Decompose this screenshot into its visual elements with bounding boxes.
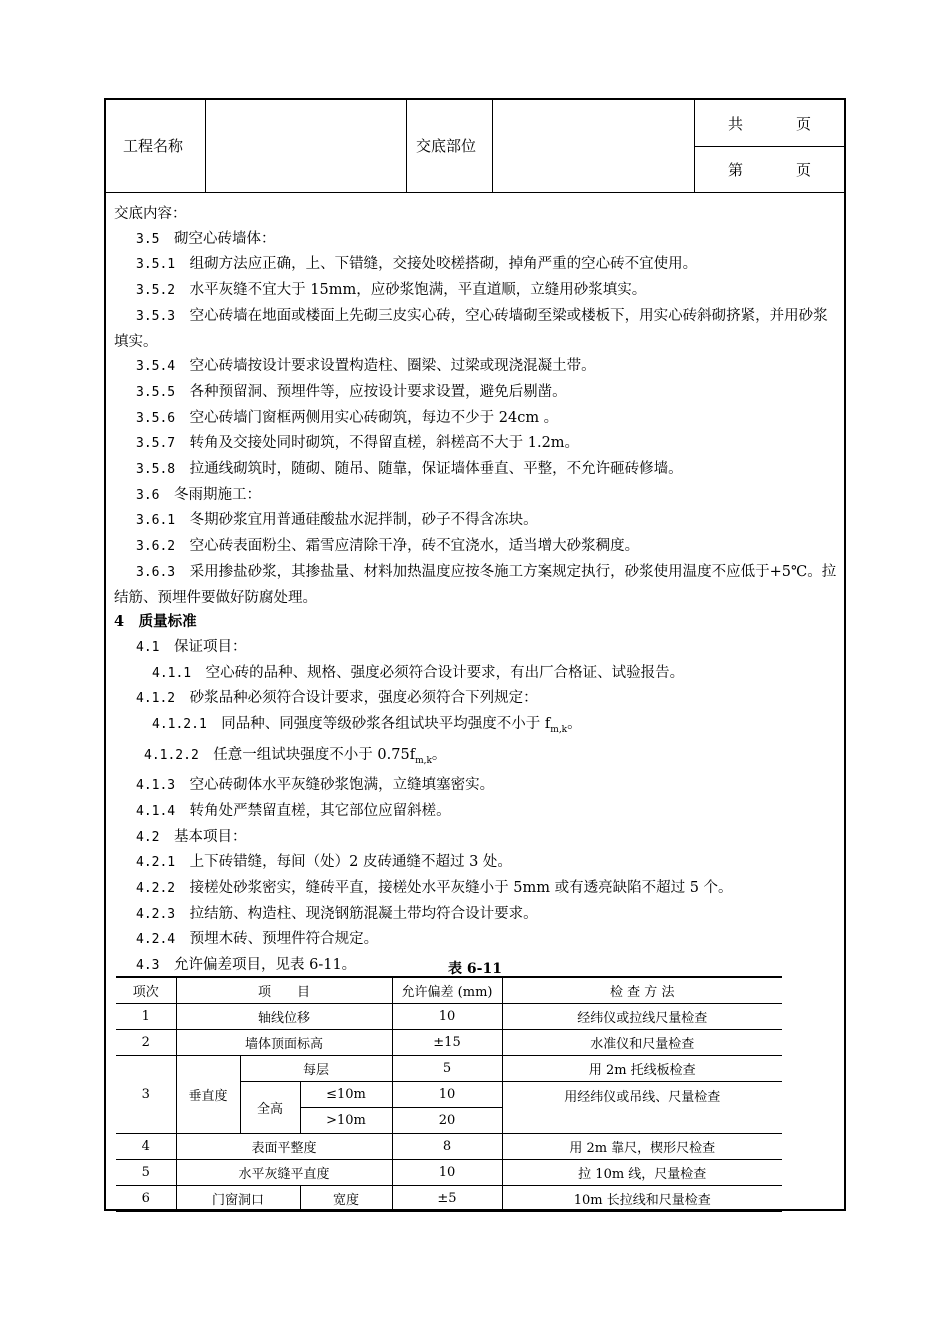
clause: 3.5 砌空心砖墙体： [136, 230, 276, 247]
total-pages-label: 共 [728, 115, 744, 133]
col-header-deviation: 允许偏差 (mm) [392, 977, 502, 1004]
row-item: 门窗洞口 [176, 1186, 300, 1212]
clause: 3.6.3 采用掺盐砂浆，其掺盐量、材料加热温度应按冬施工方案规定执行，砂浆使用温度不应低于+5℃。拉结筋、预埋件要做好防腐处理。 [114, 563, 837, 606]
clause: 4.3 允许偏差项目，见表 6-11。 [136, 957, 357, 974]
row-no: 1 [116, 1004, 176, 1030]
row-method: 用 2m 靠尺，楔形尺检查 [502, 1134, 782, 1160]
row-method: 用经纬仪或吊线、尺量检查 [502, 1082, 782, 1134]
clause: 4.2.2 接槎处砂浆密实，缝砖平直，接槎处水平灰缝小于 5mm 或有透亮缺陷不超过 5 个。 [136, 880, 733, 897]
table-row [116, 1186, 782, 1212]
table-row [116, 1134, 782, 1160]
row-item: 墙体顶面标高 [176, 1030, 392, 1056]
project-name-label: 工程名称 [123, 137, 184, 155]
row-deviation: 20 [392, 1108, 502, 1134]
clause: 3.6.2 空心砖表面粉尘、霜雪应清除干净，砖不宜浇水，适当增大砂浆稠度。 [136, 538, 640, 555]
content-intro: 交底内容： [114, 206, 187, 222]
clause: 3.6.1 冬期砂浆宜用普通硅酸盐水泥拌制，砂子不得含冻块。 [136, 512, 538, 529]
row-deviation: 8 [392, 1134, 502, 1160]
section-heading: 4 质量标准 [114, 613, 197, 631]
row-no: 5 [116, 1160, 176, 1186]
clause: 3.5.2 水平灰缝不宜大于 15mm，应砂浆饱满，平直道顺，立缝用砂浆填实。 [136, 282, 647, 299]
clause: 4.1.2 砂浆品种必须符合设计要求，强度必须符合下列规定： [136, 690, 538, 707]
row-item: 表面平整度 [176, 1134, 392, 1160]
row-deviation: 10 [392, 1160, 502, 1186]
row-method: 经纬仪或拉线尺量检查 [502, 1004, 782, 1030]
row-subitem: >10m [300, 1108, 392, 1134]
total-pages-unit: 页 [796, 115, 812, 133]
document-frame [104, 98, 846, 1211]
row-method: 10m 长拉线和尺量检查 [502, 1186, 782, 1212]
row-no: 3 [116, 1056, 176, 1134]
clause: 4.2.4 预埋木砖、预埋件符合规定。 [136, 931, 379, 948]
row-subitem: 宽度 [300, 1186, 392, 1212]
page-number-label: 第 [728, 161, 744, 179]
clause: 4.1 保证项目： [136, 638, 247, 655]
divider [406, 100, 407, 192]
page-number-unit: 页 [796, 161, 812, 179]
table-header-row [116, 977, 782, 1004]
clause: 4.1.4 转角处严禁留直槎，其它部位应留斜槎。 [136, 802, 451, 819]
clause: 3.5.5 各种预留洞、预埋件等，应按设计要求设置，避免后剔凿。 [136, 383, 567, 400]
table-row [116, 1004, 782, 1030]
table-row [116, 1030, 782, 1056]
clause: 4.1.3 空心砖砌体水平灰缝砂浆饱满，立缝填塞密实。 [136, 777, 495, 794]
row-deviation: ±15 [392, 1030, 502, 1056]
clause: 4.1.1 空心砖的品种、规格、强度必须符合设计要求，有出厂合格证、试验报告。 [152, 664, 685, 681]
table-row [116, 1056, 782, 1082]
row-no: 2 [116, 1030, 176, 1056]
divider [205, 100, 206, 192]
clause: 4.2 基本项目： [136, 828, 247, 845]
clause: 3.5.8 拉通线砌筑时，随砌、随吊、随靠，保证墙体垂直、平整，不允许砸砖修墙。 [136, 461, 683, 478]
row-item: 轴线位移 [176, 1004, 392, 1030]
row-no: 4 [116, 1134, 176, 1160]
clause: 3.5.4 空心砖墙按设计要求设置构造柱、圈梁、过梁或现浇混凝土带。 [136, 358, 596, 375]
clause: 4.2.3 拉结筋、构造柱、现浇钢筋混凝土带均符合设计要求。 [136, 905, 538, 922]
row-item: 水平灰缝平直度 [176, 1160, 392, 1186]
table-row [116, 1160, 782, 1186]
handover-part-value [495, 136, 691, 156]
row-method: 拉 10m 线，尺量检查 [502, 1160, 782, 1186]
clause: 4.1.2.2 任意一组试块强度不小于 $0.75f_{m,k}$。 [144, 746, 447, 766]
col-header-item: 项 目 [176, 977, 392, 1004]
divider [694, 146, 844, 147]
row-method: 水准仪和尺量检查 [502, 1030, 782, 1056]
clause: 3.5.3 空心砖墙在地面或楼面上先砌三皮实心砖，空心砖墙砌至梁或楼板下，用实心砖斜砌挤紧，并用砂浆填实。 [114, 307, 828, 350]
row-deviation: 5 [392, 1056, 502, 1082]
col-header-no: 项次 [116, 977, 176, 1004]
project-name-value [208, 136, 404, 156]
clause: 4.1.2.1 同品种、同强度等级砂浆各组试块平均强度不小于 $f_{m,k}$。 [152, 716, 582, 735]
clause: 4.2.1 上下砖错缝，每间（处）2 皮砖通缝不超过 3 处。 [136, 854, 512, 871]
table-caption: 表 6-11 [448, 961, 502, 977]
header-table [106, 100, 844, 193]
row-method: 用 2m 托线板检查 [502, 1056, 782, 1082]
row-deviation: 10 [392, 1004, 502, 1030]
col-header-method: 检 查 方 法 [502, 977, 782, 1004]
clause: 3.5.6 空心砖墙门窗框两侧用实心砖砌筑，每边不少于 24cm 。 [136, 409, 559, 426]
clause: 3.5.1 组砌方法应正确，上、下错缝，交接处咬槎搭砌，掉角严重的空心砖不宜使用。 [136, 256, 698, 273]
tolerance-table [116, 976, 782, 1212]
handover-content [114, 202, 840, 979]
clause: 3.5.7 转角及交接处同时砌筑，不得留直槎，斜槎高不大于 1.2m。 [136, 435, 580, 452]
row-no: 6 [116, 1186, 176, 1212]
row-subitem: ≤10m [300, 1082, 392, 1108]
clause: 3.6 冬雨期施工： [136, 486, 261, 503]
handover-part-label: 交底部位 [416, 137, 477, 155]
row-subitem: 全高 [240, 1082, 300, 1134]
row-deviation: 10 [392, 1082, 502, 1108]
row-deviation: ±5 [392, 1186, 502, 1212]
divider [492, 100, 493, 192]
row-subitem: 每层 [240, 1056, 392, 1082]
row-item: 垂直度 [176, 1056, 240, 1134]
